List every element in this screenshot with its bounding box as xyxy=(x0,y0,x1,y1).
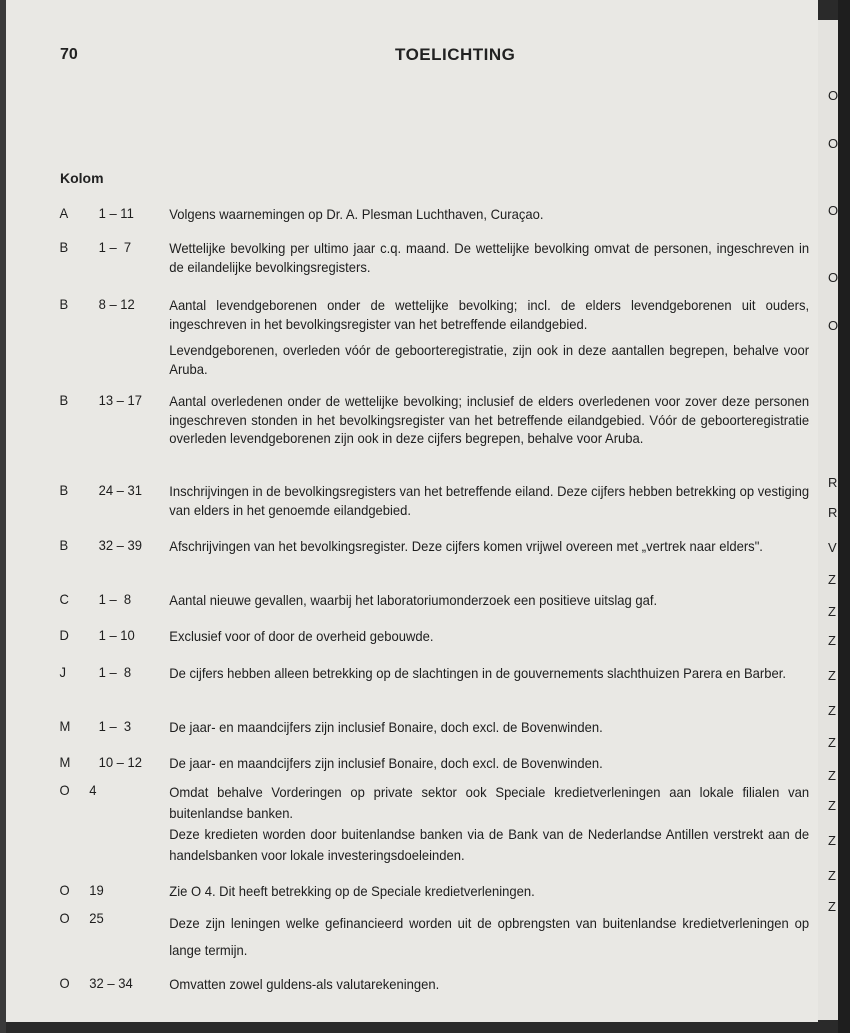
facing-page-letter: Z xyxy=(828,572,836,587)
facing-page-letter: O xyxy=(828,318,839,333)
facing-page-letter: Z xyxy=(828,899,836,914)
entry-columns: 32 – 34 xyxy=(89,975,133,991)
entry-text xyxy=(169,591,809,618)
facing-page-letter: Z xyxy=(828,668,836,683)
entry-letter: M xyxy=(59,718,71,734)
facing-page-letter: Z xyxy=(828,798,836,813)
entry-columns: 10 – 12 xyxy=(98,754,143,770)
facing-page-letter: Z xyxy=(828,868,836,883)
column-header: Kolom xyxy=(60,170,104,186)
entry-paragraph: De jaar- en maandcijfers zijn inclusief Bonaire, doch excl. de Bovenwinden. xyxy=(169,719,603,735)
entry-paragraph: Aantal overledenen onder de wettelijke bevolking; inclusief de elders overledenen voor zover deze personen ingeschreven stonden in het bevolkingsregister van het betreffende eilandgebied. Vóór de geboorteregistratie overleden levendgeborenen zijn ook in deze cijfers begrepen, behalve voor Aruba. xyxy=(169,393,810,446)
entry-text xyxy=(169,754,809,781)
entry-columns: 1 – 7 xyxy=(98,239,132,255)
entry-letter: B xyxy=(59,482,69,498)
entry-text xyxy=(169,627,809,654)
entry-columns: 1 – 3 xyxy=(98,718,132,734)
entry-letter: O xyxy=(59,882,70,898)
facing-page-letter: O xyxy=(828,88,839,103)
entry-text xyxy=(169,205,809,232)
page-title: TOELICHTING xyxy=(395,45,516,64)
facing-page-letter: R xyxy=(828,505,838,520)
entry-paragraph: Wettelijke bevolking per ultimo jaar c.q. maand. De wettelijke bevolking omvat de personen, ingeschreven in de eilandelijke bevolkingsregisters. xyxy=(169,240,810,275)
entry-paragraph: Exclusief voor of door de overheid gebouwde. xyxy=(169,628,434,644)
book-edge xyxy=(838,0,850,1033)
entry-paragraph: Deze zijn leningen welke gefinancieerd worden uit de opbrengsten van buitenlandse kredietverleningen op lange termijn. xyxy=(169,915,810,958)
entry-letter: B xyxy=(59,239,69,255)
entry-letter: O xyxy=(59,975,70,991)
page-number: 70 xyxy=(60,46,78,63)
entry-letter: B xyxy=(59,392,69,408)
entry-letter: O xyxy=(59,910,70,926)
entry-columns: 32 – 39 xyxy=(98,537,143,553)
facing-page-letter: O xyxy=(828,203,839,218)
entry-paragraph: Inschrijvingen in de bevolkingsregisters van het betreffende eiland. Deze cijfers hebben betrekking op vestiging van elders in het genoemde eilandgebied. xyxy=(169,483,810,518)
entry-paragraph: De jaar- en maandcijfers zijn inclusief Bonaire, doch excl. de Bovenwinden. xyxy=(169,755,603,771)
entry-paragraph: Levendgeborenen, overleden vóór de geboorteregistratie, zijn ook in deze aantallen begrepen, behalve voor Aruba. xyxy=(169,342,810,377)
entry-columns: 19 xyxy=(89,882,104,898)
facing-page-letter: Z xyxy=(828,633,836,648)
entry-letter: J xyxy=(59,664,67,680)
entry-text xyxy=(169,239,809,284)
entry-letter: M xyxy=(59,754,71,770)
entry-columns: 25 xyxy=(89,910,104,926)
facing-page-letter: O xyxy=(828,270,839,285)
entry-columns: 24 – 31 xyxy=(98,482,143,498)
entry-text xyxy=(169,537,809,564)
facing-page-letter: V xyxy=(828,540,837,555)
entry-paragraph: De cijfers hebben alleen betrekking op de slachtingen in de gouvernements slachthuizen Parera en Barber. xyxy=(169,665,786,681)
entry-columns: 8 – 12 xyxy=(98,296,135,312)
entry-text xyxy=(169,882,809,909)
entry-text xyxy=(169,392,809,456)
entry-columns: 4 xyxy=(89,782,97,798)
entry-text xyxy=(169,664,809,691)
entry-columns: 1 – 8 xyxy=(98,591,132,607)
entry-paragraph: Aantal levendgeborenen onder de wettelijke bevolking; incl. de elders levendgeborenen uit ouders, ingeschreven in het bevolkingsregister van het betreffende eilandgebied. xyxy=(169,297,810,332)
page-gutter xyxy=(0,0,6,1033)
entry-text xyxy=(169,482,809,527)
entry-letter: B xyxy=(59,537,69,553)
entry-text xyxy=(169,296,809,386)
facing-page-letter: Z xyxy=(828,768,836,783)
entry-columns: 13 – 17 xyxy=(98,392,143,408)
entry-paragraph: Volgens waarnemingen op Dr. A. Plesman Luchthaven, Curaçao. xyxy=(169,206,544,222)
entry-paragraph: Omdat behalve Vorderingen op private sektor ook Speciale kredietverleningen aan lokale filialen van buitenlandse banken. Deze kredieten worden door buitenlandse banken via de Bank van de Nederlandse Antillen verstrekt aan de handelsbanken voor lokale investeringsdoeleinden. xyxy=(169,784,810,863)
entry-columns: 1 – 10 xyxy=(98,627,135,643)
facing-page-letter: Z xyxy=(828,703,836,718)
entry-text xyxy=(169,975,809,1002)
entry-paragraph: Aantal nieuwe gevallen, waarbij het laboratoriumonderzoek een positieve uitslag gaf. xyxy=(169,592,658,608)
entry-letter: B xyxy=(59,296,69,312)
entry-letter: O xyxy=(59,782,70,798)
entry-letter: D xyxy=(59,627,69,643)
entry-paragraph: Zie O 4. Dit heeft betrekking op de Speciale kredietverleningen. xyxy=(169,883,535,899)
facing-page-letter: O xyxy=(828,136,839,151)
entry-text xyxy=(169,782,809,874)
facing-page-letter: Z xyxy=(828,604,836,619)
entry-paragraph: Afschrijvingen van het bevolkingsregister. Deze cijfers komen vrijwel overeen met „vertrek naar elders". xyxy=(169,538,763,554)
entry-text xyxy=(169,910,809,972)
entry-columns: 1 – 8 xyxy=(98,664,132,680)
facing-page-letter: Z xyxy=(828,735,836,750)
entry-paragraph: Omvatten zowel guldens-als valutarekeningen. xyxy=(169,976,440,992)
facing-page-letter: Z xyxy=(828,833,836,848)
entry-columns: 1 – 11 xyxy=(98,205,134,221)
entry-letter: C xyxy=(59,591,69,607)
facing-page-letter: R xyxy=(828,475,838,490)
entry-letter: A xyxy=(59,205,69,221)
entry-text xyxy=(169,718,809,745)
